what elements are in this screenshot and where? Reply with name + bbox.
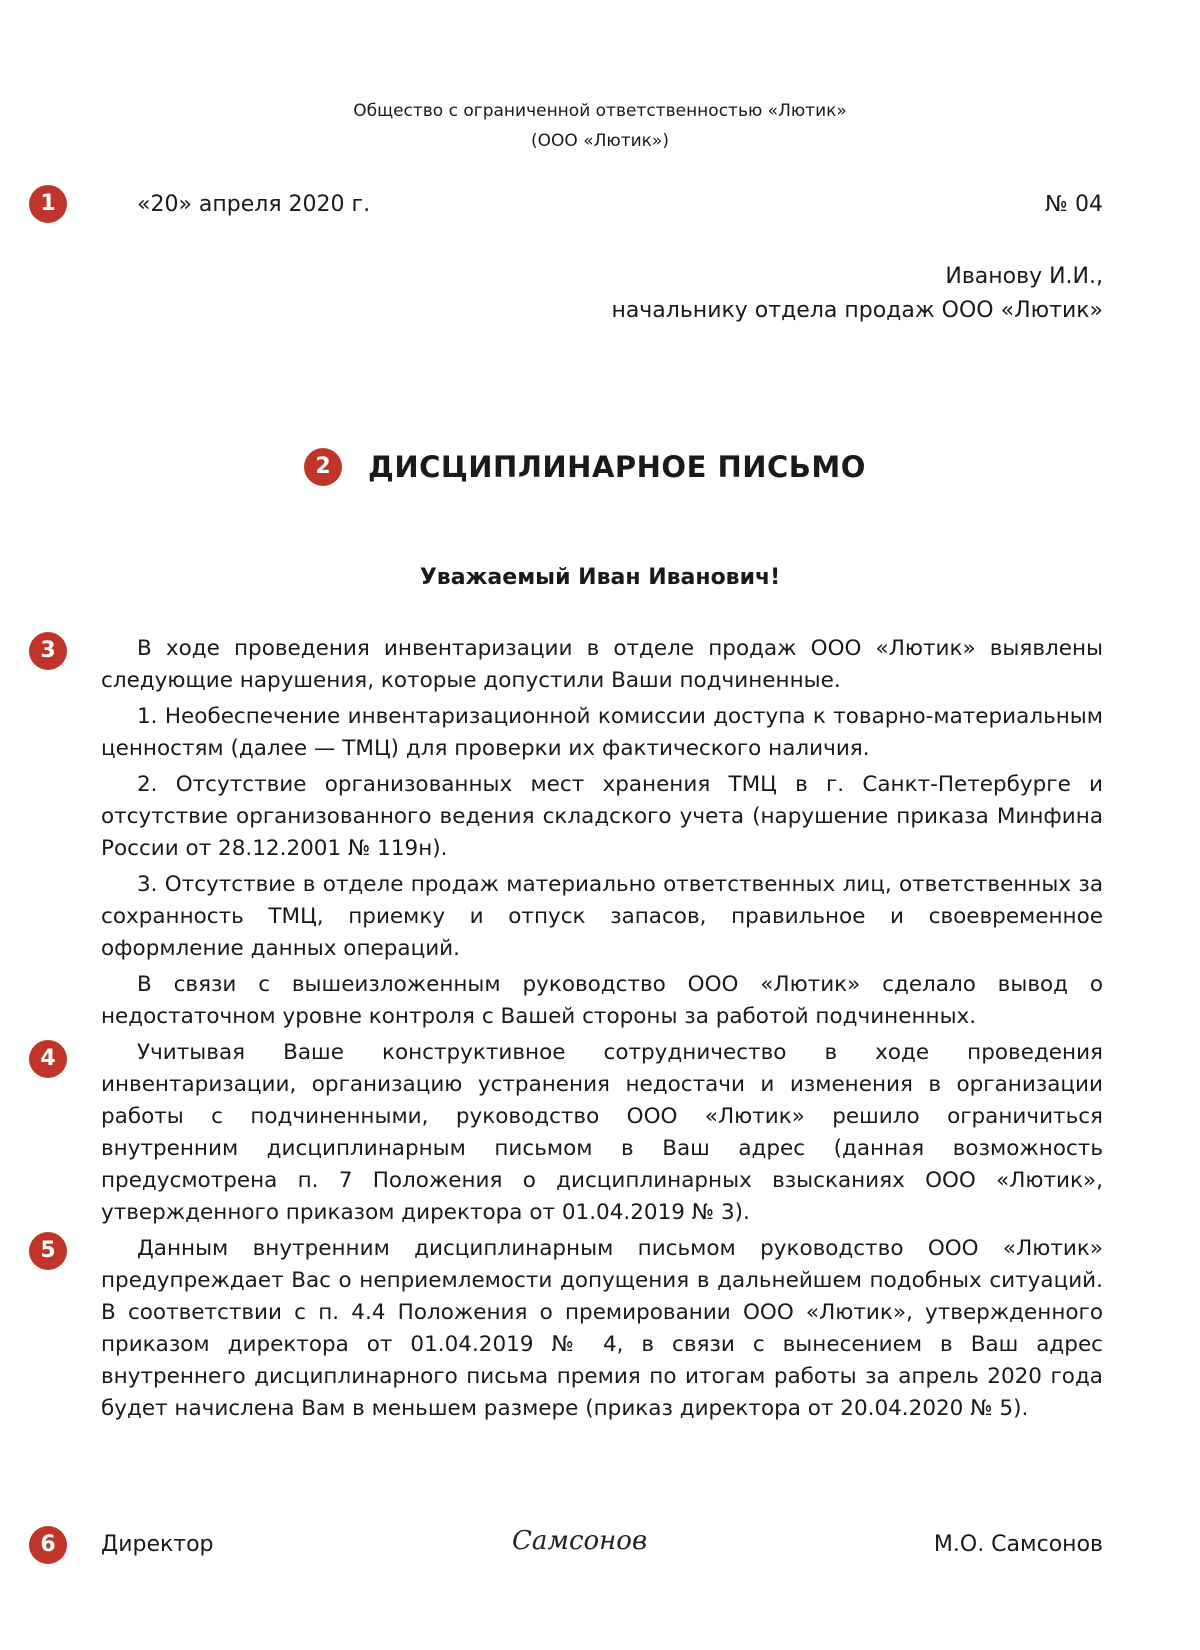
organization-short-name: (ООО «Лютик») [531, 131, 669, 151]
greeting: Уважаемый Иван Иванович! [419, 565, 781, 590]
step-marker-3: 3 [29, 632, 67, 670]
step-marker-6: 6 [29, 1526, 67, 1564]
letter-number: № 04 [1045, 192, 1103, 217]
paragraph-violation-3: 3. Отсутствие в отделе продаж материально ответственных лиц, ответственных за сохранность ТМЦ, приемку и отпуск запасов, правильное и своевременное оформление данных операций. [101, 872, 1103, 961]
step-marker-2: 2 [304, 448, 342, 486]
paragraph-conclusion: В связи с вышеизложенным руководство ООО «Лютик» сделало вывод о недостаточном уровне контроля с Вашей стороны за работой подчиненных. [101, 972, 1103, 1029]
paragraph-intro: В ходе проведения инвентаризации в отделе продаж ООО «Лютик» выявлены следующие нарушения, которые допустили Ваши подчиненные. [101, 636, 1103, 693]
addressee-block [611, 260, 1103, 328]
organization-name: Общество с ограниченной ответственностью «Лютик» [353, 101, 847, 121]
step-marker-5: 5 [29, 1232, 67, 1270]
signatory-name: М.О. Самсонов [933, 1532, 1103, 1557]
paragraph-violation-1: 1. Необеспечение инвентаризационной комиссии доступа к товарно-материальным ценностям (далее — ТМЦ) для проверки их фактического наличия. [101, 704, 1103, 761]
addressee-name: Иванову И.И., [945, 264, 1103, 289]
paragraph-warning: Данным внутренним дисциплинарным письмом руководство ООО «Лютик» предупреждает Вас о неприемлемости допущения в дальнейшем подобных ситуаций. В соответствии с п. 4.4 Положения о премировании ООО «Лютик», утвержденного приказом директора от 01.04.2019 № 4, в связи с вынесением в Ваш адрес внутреннего дисциплинарного письма премия по итогам работы за апрель 2020 года будет начислена Вам в меньшем размере (приказ директора от 20.04.2020 № 5). [101, 1236, 1103, 1421]
addressee-position: начальнику отдела продаж ООО «Лютик» [611, 298, 1103, 323]
letter-body [101, 633, 1103, 1429]
step-marker-1: 1 [29, 185, 67, 223]
step-marker-4: 4 [29, 1040, 67, 1078]
signatory-position: Директор [101, 1532, 214, 1557]
paragraph-violation-2: 2. Отсутствие организованных мест хранения ТМЦ в г. Санкт-Петербурге и отсутствие организованного ведения складского учета (нарушение приказа Минфина России от 28.12.2001 № 119н). [101, 772, 1103, 861]
document-title: ДИСЦИПЛИНАРНОЕ ПИСЬМО [368, 450, 866, 484]
letter-date: «20» апреля 2020 г. [137, 192, 371, 217]
paragraph-decision: Учитывая Ваше конструктивное сотрудничество в ходе проведения инвентаризации, организацию устранения недостачи и изменения в организации работы с подчиненными, руководство ООО «Лютик» решило ограничиться внутренним дисциплинарным письмом в Ваш адрес (данная возможность предусмотрена п. 7 Положения о дисциплинарных взысканиях ООО «Лютик», утвержденного приказом директора от 01.04.2019 № 3). [101, 1040, 1103, 1225]
handwritten-signature: Самсонов [512, 1526, 648, 1556]
